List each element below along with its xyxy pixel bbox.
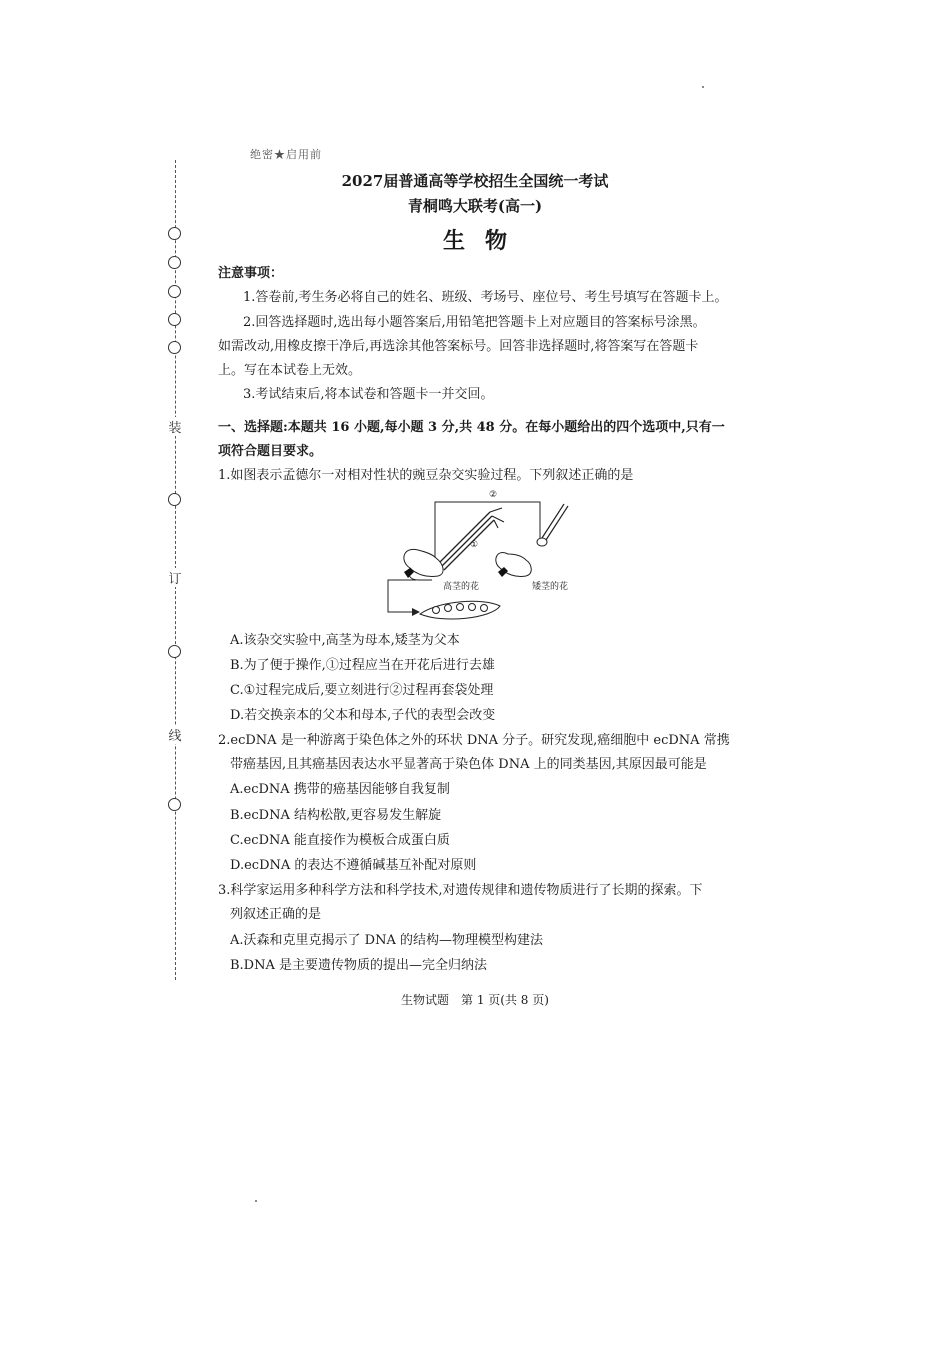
notice-line: 如需改动,用橡皮擦干净后,再选涂其他答案标号。回答非选择题时,将答案写在答题卡 xyxy=(218,339,699,354)
binding-hole xyxy=(168,798,181,811)
question-1-option: C.①过程完成后,要立刻进行②过程再套袋处理 xyxy=(230,683,494,698)
binding-hole xyxy=(168,256,181,269)
binding-hole xyxy=(168,645,181,658)
binding-hole xyxy=(168,341,181,354)
scan-speck xyxy=(255,1200,257,1202)
subject-title: 生物 xyxy=(442,228,527,254)
notice-heading: 注意事项： xyxy=(218,266,284,281)
question-3-stem: 3.科学家运用多种科学方法和科学技术,对遗传规律和遗传物质进行了长期的探索。下 xyxy=(218,883,703,898)
question-1-option: B.为了便于操作,①过程应当在开花后进行去雄 xyxy=(230,658,495,673)
figure-label-step2: ② xyxy=(489,490,498,500)
question-2-option: B.ecDNA 结构松散,更容易发生解旋 xyxy=(230,808,442,823)
question-3-option: B.DNA 是主要遗传物质的提出—完全归纳法 xyxy=(230,958,488,973)
question-2-option: A.ecDNA 携带的癌基因能够自我复制 xyxy=(230,782,450,797)
question-1-option: A.该杂交实验中,高茎为母本,矮茎为父本 xyxy=(230,633,460,648)
notice-line: 2.回答选择题时,选出每小题答案后,用铅笔把答题卡上对应题目的答案标号涂黑。 xyxy=(243,315,706,330)
figure-label-short: 矮茎的花 xyxy=(532,582,569,592)
binding-label-xian: 线 xyxy=(168,725,182,744)
binding-hole xyxy=(168,285,181,298)
question-3-stem: 列叙述正确的是 xyxy=(230,907,322,922)
question-1-stem: 1.如图表示孟德尔一对相对性状的豌豆杂交实验过程。下列叙述正确的是 xyxy=(218,468,634,483)
question-3-option: A.沃森和克里克揭示了 DNA 的结构—物理模型构建法 xyxy=(230,933,543,948)
binding-hole xyxy=(168,313,181,326)
notice-line: 3.考试结束后,将本试卷和答题卡一并交回。 xyxy=(243,387,494,402)
question-2-option: C.ecDNA 能直接作为模板合成蛋白质 xyxy=(230,833,450,848)
question-2-stem: 带癌基因,且其癌基因表达水平显著高于染色体 DNA 上的同类基因,其原因最可能是 xyxy=(230,757,707,772)
question-1-option: D.若交换亲本的父本和母本,子代的表型会改变 xyxy=(230,708,496,723)
question-2-option: D.ecDNA 的表达不遵循碱基互补配对原则 xyxy=(230,858,477,873)
section-heading: 一、选择题:本题共 16 小题,每小题 3 分,共 48 分。在每小题给出的四个选项中,只有一 xyxy=(218,420,725,435)
section-heading: 项符合题目要求。 xyxy=(218,444,323,459)
figure-label-step1: ① xyxy=(470,540,479,550)
binding-hole xyxy=(168,493,181,506)
tweezers-icon xyxy=(440,512,494,570)
page-footer: 生物试题 第 1 页(共 8 页) xyxy=(401,993,549,1007)
exam-title: 2027届普通高等学校招生全国统一考试 xyxy=(341,172,609,190)
binding-label-ding: 订 xyxy=(168,568,182,587)
binding-label-zhuang: 装 xyxy=(168,417,182,436)
confidential-mark: 绝密★启用前 xyxy=(250,148,322,161)
pea-cross-figure xyxy=(380,488,590,624)
brush-icon xyxy=(542,504,568,540)
scan-speck xyxy=(702,86,704,88)
exam-subtitle: 青桐鸣大联考(高一) xyxy=(407,197,543,215)
question-2-stem: 2.ecDNA 是一种游离于染色体之外的环状 DNA 分子。研究发现,癌细胞中 ecDNA 常携 xyxy=(218,733,730,748)
notice-line: 上。写在本试卷上无效。 xyxy=(218,363,362,378)
notice-line: 1.答卷前,考生务必将自己的姓名、班级、考场号、座位号、考生号填写在答题卡上。 xyxy=(243,290,728,305)
figure-label-tall: 高茎的花 xyxy=(443,582,480,592)
